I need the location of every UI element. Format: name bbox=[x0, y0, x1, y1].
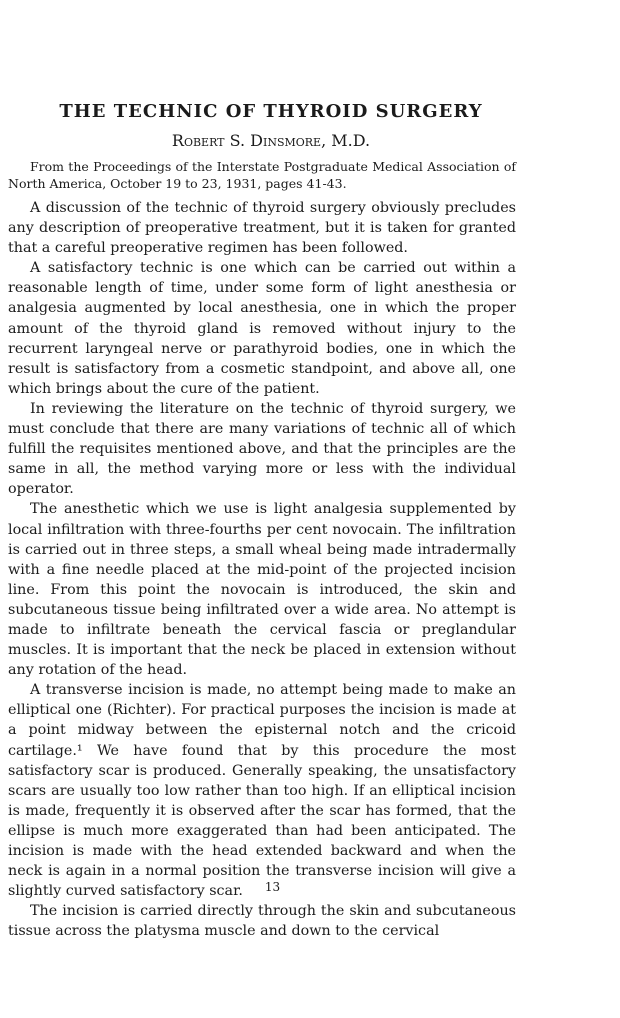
article-source-note: From the Proceedings of the Interstate Postgraduate Medical Association of North America, October 19 to 23, 1931, pages 41-43. bbox=[8, 159, 516, 191]
article-body bbox=[8, 198, 516, 941]
body-paragraph: A satisfactory technic is one which can be carried out within a reasonable length of time, under some form of light anesthesia or analgesia augmented by local anesthesia, one in which the proper amount of the thyroid gland is removed without injury to the recurrent laryngeal nerve or parathyroid bodies, one in which the result is satisfactory from a cosmetic standpoint, and above all, one which brings about the cure of the patient. bbox=[8, 260, 516, 397]
body-paragraph: In reviewing the literature on the technic of thyroid surgery, we must conclude that there are many variations of technic all of which fulfill the requisites mentioned above, and that the principles are the same in all, the method varying more or less with the individual operator. bbox=[8, 400, 516, 498]
body-paragraph: A discussion of the technic of thyroid surgery obviously precludes any description of preoperative treatment, but it is taken for granted that a careful preoperative regimen has been followed. bbox=[8, 200, 516, 257]
body-paragraph: A transverse incision is made, no attempt being made to make an elliptical one (Richter). For practical purposes the incision is made at a point midway between the episternal notch and the cricoid cartilage.¹ We have found that by this procedure the most satisfactory scar is produced. Generally speaking, the unsatisfactory scars are usually too low rather than too high. If an elliptical incision is made, frequently it is observed after the scar has formed, that the ellipse is much more exaggerated than had been anticipated. The incision is made with the head extended backward and when the neck is again in a normal position the transverse incision will give a slightly curved satisfactory scar. bbox=[8, 682, 516, 900]
body-paragraph: The incision is carried directly through the skin and subcutaneous tissue across the platysma muscle and down to the cervical bbox=[8, 903, 516, 940]
article-title: THE TECHNIC OF THYROID SURGERY bbox=[59, 101, 483, 122]
article-page bbox=[8, 100, 516, 941]
article-author: Robert S. Dinsmore, M.D. bbox=[171, 131, 371, 150]
body-paragraph: The anesthetic which we use is light analgesia supplemented by local infiltration with three-fourths per cent novocain. The infiltration is carried out in three steps, a small wheal being made intradermally with a fine needle placed at the mid-point of the projected incision line. From this point the novocain is introduced, the skin and subcutaneous tissue being infiltrated over a wide area. No attempt is made to infiltrate beneath the cervical fascia or preglandular muscles. It is important that the neck be placed in extension without any rotation of the head. bbox=[8, 501, 516, 679]
page-number: 13 bbox=[264, 880, 281, 894]
